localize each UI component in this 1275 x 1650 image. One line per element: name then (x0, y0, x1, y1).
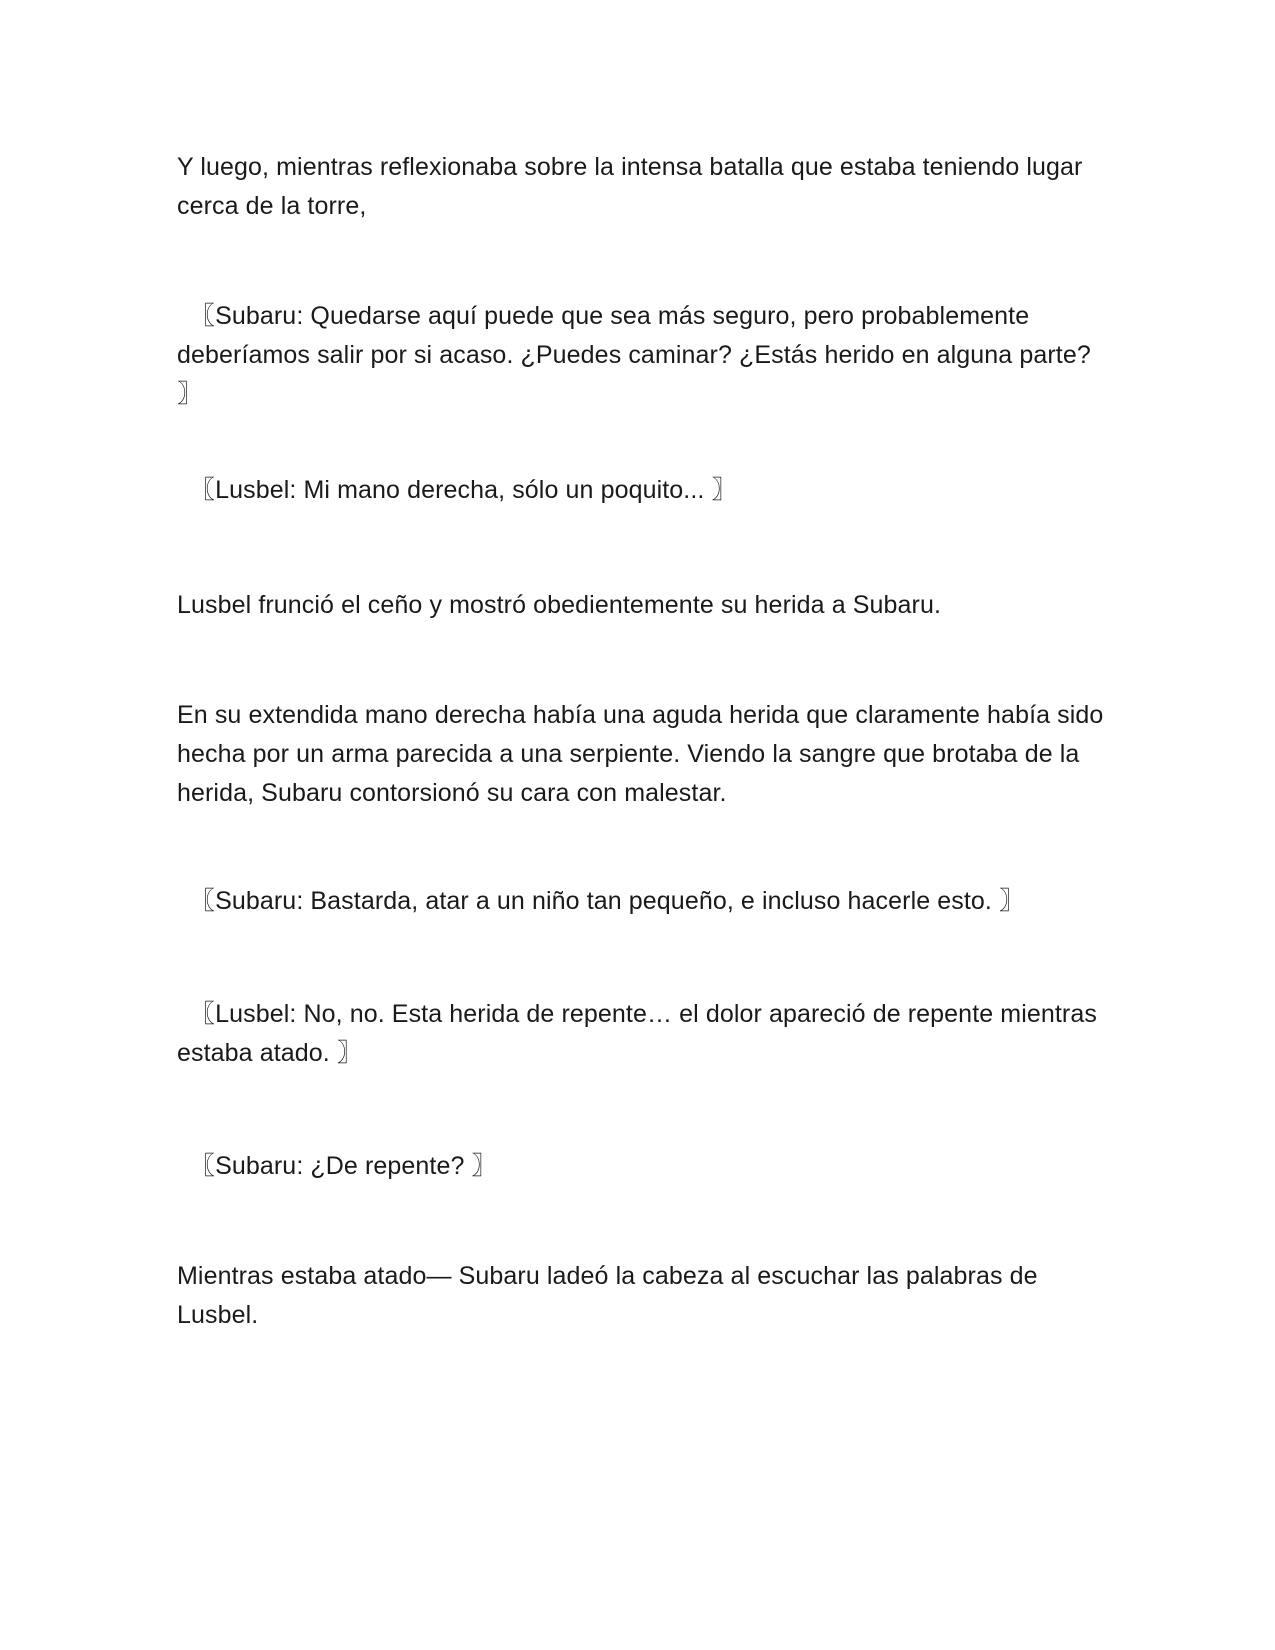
dialogue-lusbel-hand: 〖Lusbel: Mi mano derecha, sólo un poquito... 〗 (190, 476, 737, 504)
narration-paragraph: En su extendida mano derecha había una aguda herida que claramente había sido hecha por un arma parecida a una serpiente. Viendo la sangre que brotaba de la herida, Subaru contorsionó su cara con malestar. (177, 701, 1104, 807)
dialogue-lusbel-wound: 〖Lusbel: No, no. Esta herida de repente… el dolor apareció de repente mientras estaba atado. 〗 (177, 1000, 1097, 1067)
narration-paragraph: Lusbel frunció el ceño y mostró obedientemente su herida a Subaru. (177, 591, 942, 619)
narration-paragraph: Y luego, mientras reflexionaba sobre la intensa batalla que estaba teniendo lugar cerca de la torre, (177, 153, 1083, 220)
narration-paragraph: Mientras estaba atado— Subaru ladeó la cabeza al escuchar las palabras de Lusbel. (177, 1262, 1038, 1329)
dialogue-subaru-repente: 〖Subaru: ¿De repente? 〗 (190, 1152, 497, 1180)
dialogue-subaru-bastarda: 〖Subaru: Bastarda, atar a un niño tan pequeño, e incluso hacerle esto. 〗 (190, 887, 1025, 915)
dialogue-subaru-leave: 〖Subaru: Quedarse aquí puede que sea más seguro, pero probablemente deberíamos salir por si acaso. ¿Puedes caminar? ¿Estás herido en alguna parte? 〗 (177, 302, 1091, 408)
